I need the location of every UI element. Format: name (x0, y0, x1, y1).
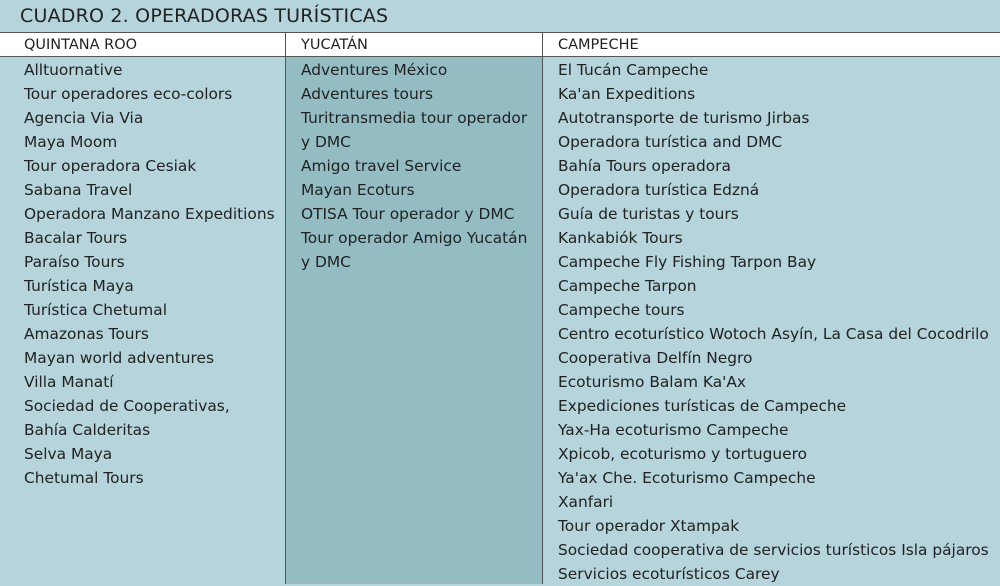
column-divider (285, 33, 286, 584)
list-item: Campeche Fly Fishing Tarpon Bay (558, 253, 817, 271)
list-item: Paraíso Tours (24, 253, 125, 271)
list-item: Cooperativa Delfín Negro (558, 349, 753, 367)
list-item: Turitransmedia tour operador (301, 109, 528, 127)
list-item: Tour operador Amigo Yucatán (301, 229, 528, 247)
list-item: Bahía Tours operadora (558, 157, 731, 175)
list-item: Turística Maya (24, 277, 134, 295)
column-quintana-roo (0, 57, 285, 584)
list-item: Xanfari (558, 493, 614, 511)
list-item: Amazonas Tours (24, 325, 149, 343)
list-item: OTISA Tour operador y DMC (301, 205, 515, 223)
list-item: Autotransporte de turismo Jirbas (558, 109, 810, 127)
list-item: Amigo travel Service (301, 157, 462, 175)
header-yucatan: YUCATÁN (301, 37, 368, 53)
list-item: Adventures tours (301, 85, 434, 103)
list-campeche (558, 58, 1000, 586)
header-quintana-roo: QUINTANA ROO (24, 37, 138, 53)
list-item: Mayan world adventures (24, 349, 214, 367)
list-item: Alltuornative (24, 61, 123, 79)
list-item: Guía de turistas y tours (558, 205, 739, 223)
list-item: Campeche tours (558, 301, 685, 319)
list-item: Xpicob, ecoturismo y tortuguero (558, 445, 808, 463)
list-item: Kankabiók Tours (558, 229, 683, 247)
list-item: Bacalar Tours (24, 229, 128, 247)
list-item: Tour operador Xtampak (558, 517, 740, 535)
list-item: Operadora Manzano Expeditions (24, 205, 275, 223)
list-item: Yax-Ha ecoturismo Campeche (558, 421, 789, 439)
list-item: Tour operadores eco-colors (24, 85, 233, 103)
list-item: Campeche Tarpon (558, 277, 697, 295)
column-yucatan (286, 57, 542, 584)
list-item: Selva Maya (24, 445, 113, 463)
table-title: CUADRO 2. OPERADORAS TURÍSTICAS (0, 0, 1000, 33)
list-item: Sociedad de Cooperativas, (24, 397, 230, 415)
header-campeche: CAMPECHE (558, 37, 639, 53)
list-item: Operadora turística and DMC (558, 133, 783, 151)
list-item: Mayan Ecoturs (301, 181, 415, 199)
list-item: Villa Manatí (24, 373, 114, 391)
list-item: y DMC (301, 133, 351, 151)
list-item: Chetumal Tours (24, 469, 144, 487)
list-quintana-roo (24, 58, 285, 490)
header-row (0, 33, 1000, 57)
list-item: Sabana Travel (24, 181, 133, 199)
list-item: Expediciones turísticas de Campeche (558, 397, 847, 415)
list-item: Centro ecoturístico Wotoch Asyín, La Casa del Cocodrilo (558, 325, 989, 343)
list-item: Turística Chetumal (24, 301, 167, 319)
list-item: Tour operadora Cesiak (24, 157, 197, 175)
list-item: El Tucán Campeche (558, 61, 709, 79)
list-item: Ecoturismo Balam Ka'Ax (558, 373, 747, 391)
column-campeche (543, 57, 1000, 584)
list-item: Adventures México (301, 61, 448, 79)
list-item: y DMC (301, 253, 351, 271)
list-item: Maya Moom (24, 133, 118, 151)
list-yucatan (301, 58, 542, 274)
list-item: Operadora turística Edzná (558, 181, 760, 199)
column-divider (542, 33, 543, 584)
list-item: Ya'ax Che. Ecoturismo Campeche (558, 469, 816, 487)
list-item: Bahía Calderitas (24, 421, 151, 439)
list-item: Sociedad cooperativa de servicios turísticos Isla pájaros (558, 541, 989, 559)
list-item: Agencia Via Via (24, 109, 144, 127)
list-item: Ka'an Expeditions (558, 85, 696, 103)
list-item: Servicios ecoturísticos Carey (558, 565, 780, 583)
